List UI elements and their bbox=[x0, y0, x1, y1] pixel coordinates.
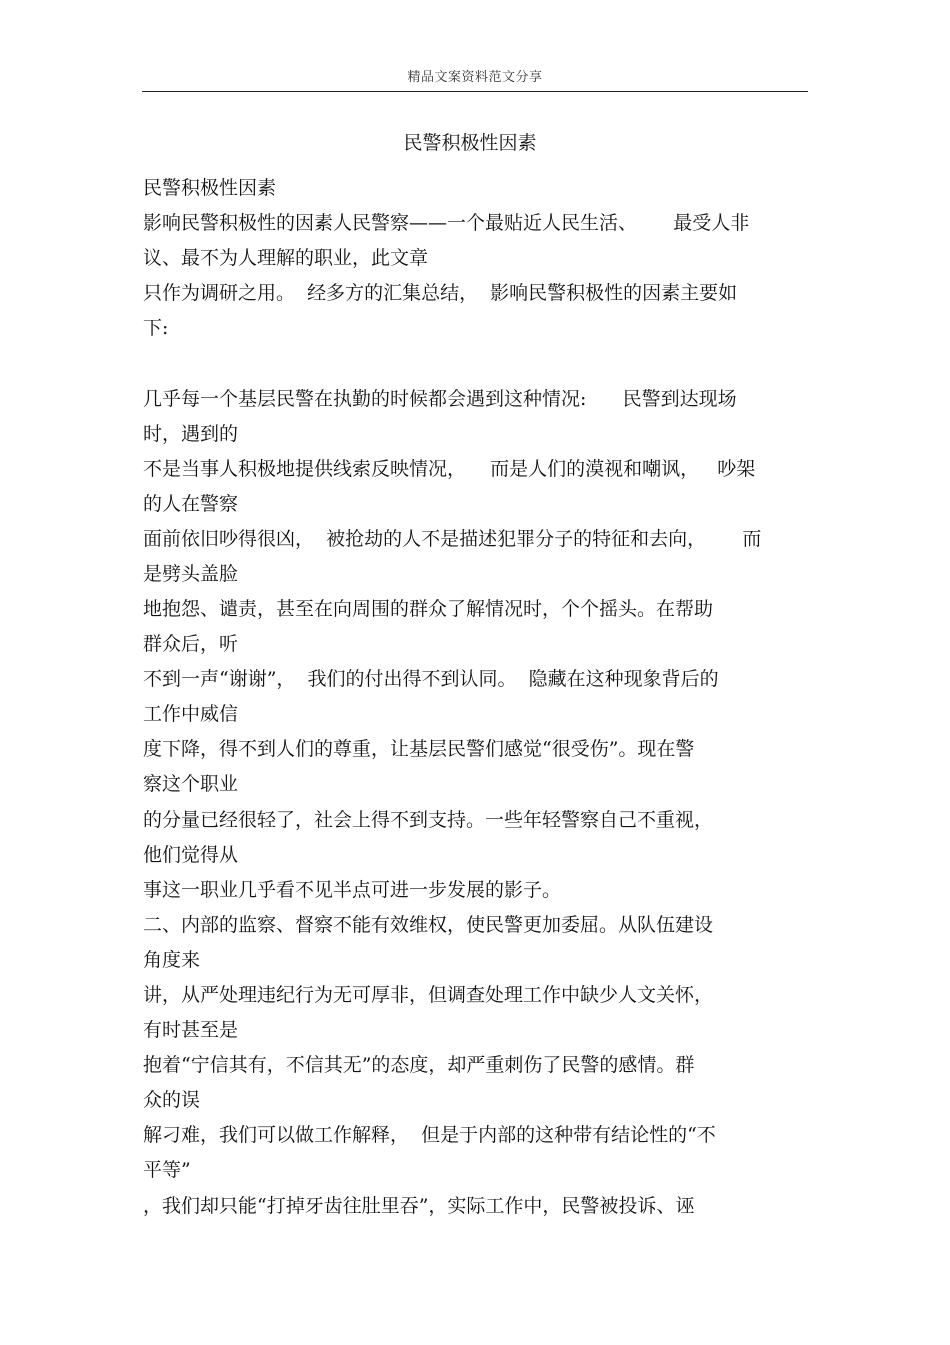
body-line: 抱着“宁信其有，不信其无”的态度，却严重刺伤了民警的感情。群 bbox=[143, 1054, 695, 1076]
document-title: 民警积极性因素 bbox=[403, 132, 537, 154]
body-line: 下: bbox=[143, 317, 169, 339]
body-line: 二、内部的监察、督察不能有效维权，使民警更加委屈。从队伍建设 bbox=[143, 914, 714, 936]
body-line: 地抱怨、谴责，甚至在向周围的群众了解情况时，个个摇头。在帮助 bbox=[143, 598, 714, 620]
body-line: 群众后，听 bbox=[143, 633, 239, 655]
body-line: 时，遇到的 bbox=[143, 423, 239, 445]
body-line: 不是当事人积极地提供线索反映情况， 而是人们的漠视和嘲讽， 吵架 bbox=[143, 458, 756, 480]
body-line: 有时甚至是 bbox=[143, 1019, 239, 1041]
body-line: 影响民警积极性的因素人民警察——一个最贴近人民生活、 最受人非 bbox=[143, 212, 750, 234]
body-line: 工作中威信 bbox=[143, 703, 239, 725]
body-line: 议、最不为人理解的职业，此文章 bbox=[143, 247, 429, 269]
body-line: 几乎每一个基层民警在执勤的时候都会遇到这种情况: 民警到达现场 bbox=[143, 388, 737, 410]
body-line: 的分量已经很轻了，社会上得不到支持。一些年轻警察自己不重视， bbox=[143, 809, 714, 831]
body-line: ，我们却只能“打掉牙齿往肚里吞”，实际工作中，民警被投诉、诬 bbox=[143, 1195, 695, 1217]
body-line: 事这一职业几乎看不见半点可进一步发展的影子。 bbox=[143, 879, 562, 901]
body-line: 角度来 bbox=[143, 949, 201, 971]
body-line: 是劈头盖脸 bbox=[143, 563, 239, 585]
body-line: 民警积极性因素 bbox=[143, 177, 277, 199]
body-line: 的人在警察 bbox=[143, 493, 239, 515]
body-line: 讲，从严处理违纪行为无可厚非，但调查处理工作中缺少人文关怀， bbox=[143, 984, 714, 1006]
body-line: 平等” bbox=[143, 1159, 191, 1181]
body-line: 度下降，得不到人们的尊重，让基层民警们感觉“很受伤”。现在警 bbox=[143, 738, 695, 760]
body-line: 解刁难，我们可以做工作解释， 但是于内部的这种带有结论性的“不 bbox=[143, 1124, 716, 1146]
body-line: 察这个职业 bbox=[143, 773, 239, 795]
body-line: 面前依旧吵得很凶， 被抢劫的人不是描述犯罪分子的特征和去向， 而 bbox=[143, 528, 762, 550]
body-line: 众的误 bbox=[143, 1089, 201, 1111]
header-divider bbox=[142, 91, 808, 92]
body-line: 不到一声“谢谢”， 我们的付出得不到认同。 隐藏在这种现象背后的 bbox=[143, 668, 719, 690]
body-line: 只作为调研之用。 经多方的汇集总结， 影响民警积极性的因素主要如 bbox=[143, 282, 738, 304]
body-line: 他们觉得从 bbox=[143, 844, 239, 866]
page-header: 精品文案资料范文分享 bbox=[407, 70, 543, 85]
